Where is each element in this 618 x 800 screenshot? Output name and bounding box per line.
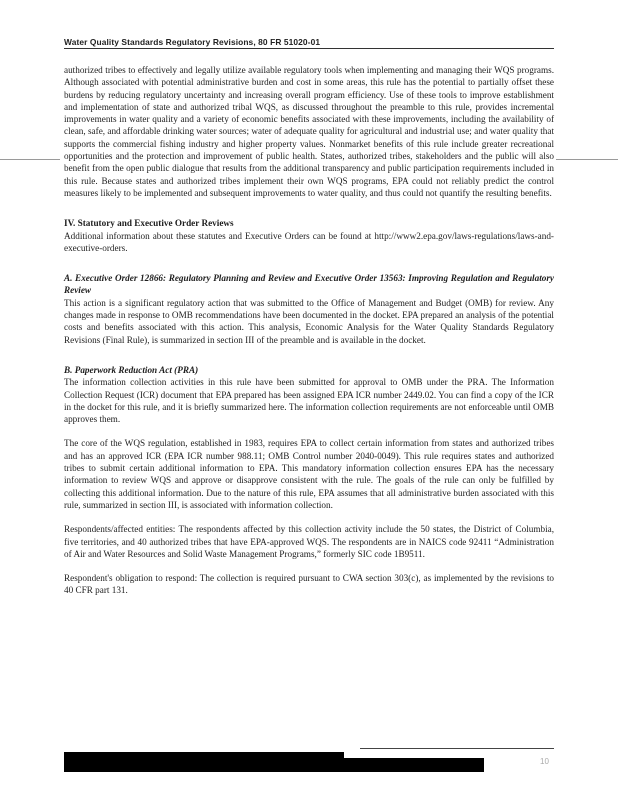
header-rule: [64, 48, 554, 49]
redaction-bar: [344, 758, 484, 772]
intro-paragraph: authorized tribes to effectively and legally utilize available regulatory tools when implementing and managing their WQS programs. Although associated with potential administrative burden and cost in some areas, this rule has the potential to partially offset these burdens by reducing regulatory uncertainty and increasing overall program efficiency. Use of these tools to improve establishment and implementation of state and authorized tribal WQS, as discussed throughout the preamble to this rule, provides incremental improvements in water quality and a variety of economic benefits associated with these improvements, including the availability of clean, safe, and affordable drinking water sources; water of adequate quality for agricultural and industrial use; and water quality that supports the commercial fishing industry and higher property values. Nonmarket benefits of this rule include greater recreational opportunities and the protection and improvement of public health. States, authorized tribes, stakeholders and the public will also benefit from the open public dialogue that results from the additional transparency and public participation requirements included in this rule. Because states and authorized tribes implement their own WQS programs, EPA could not reliably predict the control measures likely to be implemented and subsequent improvements to water quality, and thus could not quantify the resulting benefits.: [64, 65, 554, 198]
section-a-text: This action is a significant regulatory action that was submitted to the Office of Management and Budget (OMB) for review. Any changes made in response to OMB recommendations have been documented in the docket. EPA prepared an analysis of the potential costs and benefits associated with this action. This analysis, Economic Analysis for the Water Quality Standards Regulatory Revisions (Final Rule), is summarized in section III of the preamble and is available in the docket.: [64, 297, 554, 345]
page-number: 10: [540, 757, 549, 766]
scan-artifact-line-right: [556, 159, 618, 160]
section-b-paragraph: The core of the WQS regulation, established in 1983, requires EPA to collect certain information from states and authorized tribes and has an approved ICR (EPA ICR number 988.11; OMB Control number 2040-0049). This rule requires states and authorized tribes to submit certain additional information to EPA. This mandatory information collection ensures EPA has the necessary information to review WQS and approve or disapprove consistent with the rule. The goals of the rule can only be fulfilled by collecting this additional information. Due to the nature of this rule, EPA assumes that all administrative burden associated with this rule, summarized in section III, is associated with information collection.: [64, 438, 554, 510]
section-b-paragraph: The information collection activities in this rule have been submitted for approval to OMB under the PRA. The Information Collection Request (ICR) document that EPA prepared has been assigned EPA ICR number 2449.02. You can find a copy of the ICR in the docket for this rule, and it is briefly summarized here. The information collection requirements are not enforceable until OMB approves them.: [64, 377, 554, 425]
section-b-paragraph: Respondents/affected entities: The respondents affected by this collection activity include the 50 states, the District of Columbia, five territories, and 40 authorized tribes that have EPA-approved WQS. The respondents are in NAICS code 92411 “Administration of Air and Water Resources and Solid Waste Management Programs,” formerly SIC code 1B9511.: [64, 524, 554, 559]
section-iv-text: Additional information about these statutes and Executive Orders can be found at http://www2.epa.gov/laws-regulations/laws-and-executive-orders.: [64, 230, 554, 253]
section-iv-heading: IV. Statutory and Executive Order Reviews: [64, 218, 234, 229]
scan-artifact-line-left: [0, 159, 60, 160]
running-header: Water Quality Standards Regulatory Revisions, 80 FR 51020-01: [64, 37, 321, 47]
redaction-bar: [64, 752, 344, 772]
section-b-paragraph: Respondent's obligation to respond: The collection is required pursuant to CWA section 303(c), as implemented by the revisions to 40 CFR part 131.: [64, 573, 554, 596]
section-b-heading: B. Paperwork Reduction Act (PRA): [64, 364, 199, 375]
document-body: [64, 64, 554, 609]
footer-rule: [360, 748, 554, 749]
section-a-heading: A. Executive Order 12866: Regulatory Planning and Review and Executive Order 13563: Improving Regulation and Regulatory Review: [64, 273, 554, 296]
